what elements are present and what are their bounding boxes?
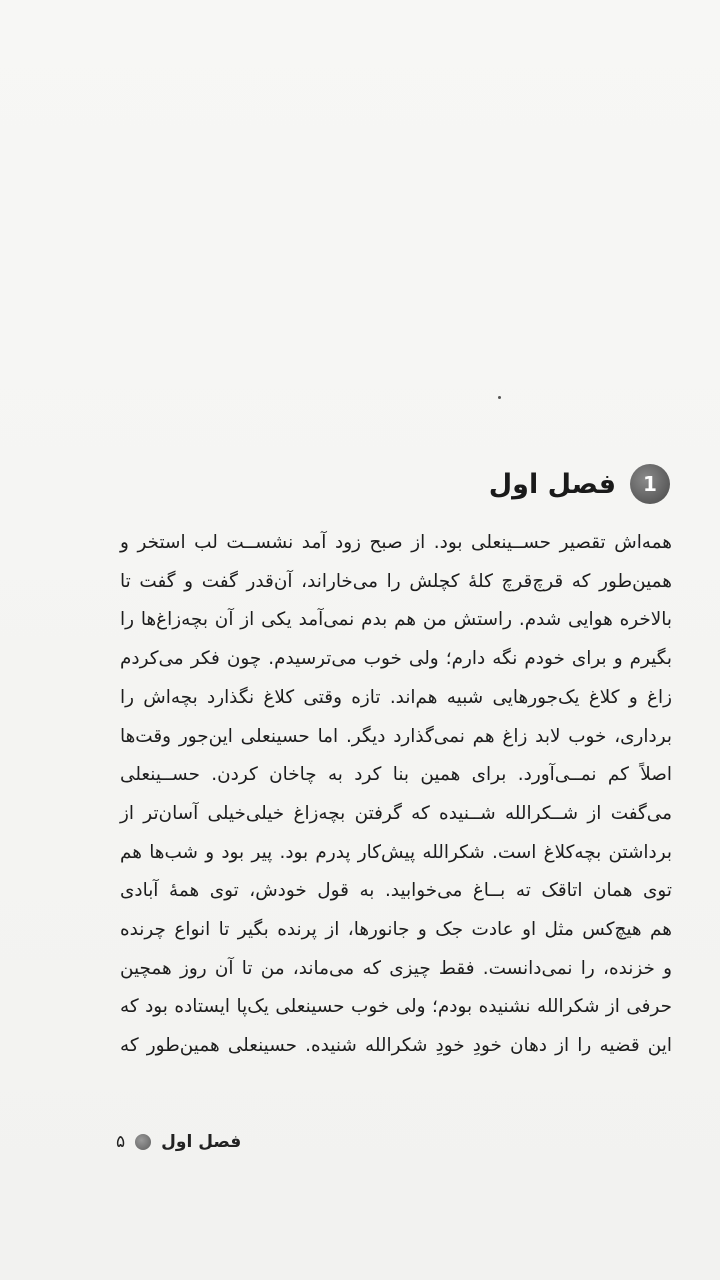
body-paragraph [120,524,672,1066]
chapter-number-badge: 1 [630,464,670,504]
text-line: می‌گفت از شــکرالله شــنیده که گرفتن بچه‌زاغ خیلی‌خیلی آسان‌تر از [120,802,672,824]
page-number: ۵ [116,1132,126,1152]
text-line: این قضیه را از دهان خودِ خودِ شکرالله شنیده. حسینعلی همین‌طور که [120,1035,672,1057]
chapter-heading [489,464,670,504]
text-line: همین‌طور که قرچ‌قرچ کلهٔ کچلش را می‌خاراند، آن‌قدر گفت و گفت تا [120,570,672,592]
page-speck [498,396,501,399]
footer-chapter-title: فصل اول [161,1132,242,1152]
text-line: هم هیچ‌کس مثل او عادت جک و جانورها، از پرنده بگیر تا انواع چرنده [120,919,672,941]
footer-dot-icon [135,1134,151,1150]
text-line: برداری، خوب لابد زاغ هم نمی‌گذارد دیگر. اما حسینعلی این‌جور وقت‌ها [120,725,672,747]
text-line: برداشتن بچه‌کلاغ است. شکرالله پیش‌کار پدرم بود. پیر بود و شب‌ها هم [120,841,672,863]
text-line: بالاخره هوایی شدم. راستش من هم بدم نمی‌آمد یکی از آن بچه‌زاغ‌ها را [120,609,672,631]
page-footer [116,1132,241,1152]
text-line: و خزنده، را نمی‌دانست. فقط چیزی که می‌ماند، من تا آن روز همچین [120,957,672,979]
text-line: اصلاً کم نمــی‌آورد. برای همین بنا کرد به چاخان کردن. حســینعلی [120,764,672,786]
text-line: زاغ و کلاغ یک‌جورهایی شبیه هم‌اند. تازه وقتی کلاغ نگذارد بچه‌اش را [120,686,672,708]
text-line: حرفی از شکرالله نشنیده بودم؛ ولی خوب حسینعلی یک‌پا ایستاده بود که [120,996,672,1018]
text-line: توی همان اتاقک ته بــاغ می‌خوابید. به قول خودش، توی همهٔ آبادی [120,880,672,902]
text-line: همه‌اش تقصیر حســینعلی بود. از صبح زود آمد نشســت لب استخر و [120,532,672,553]
text-line: بگیرم و برای خودم نگه دارم؛ ولی خوب می‌ترسیدم. چون فکر می‌کردم [120,648,672,670]
chapter-title: فصل اول [488,468,616,500]
